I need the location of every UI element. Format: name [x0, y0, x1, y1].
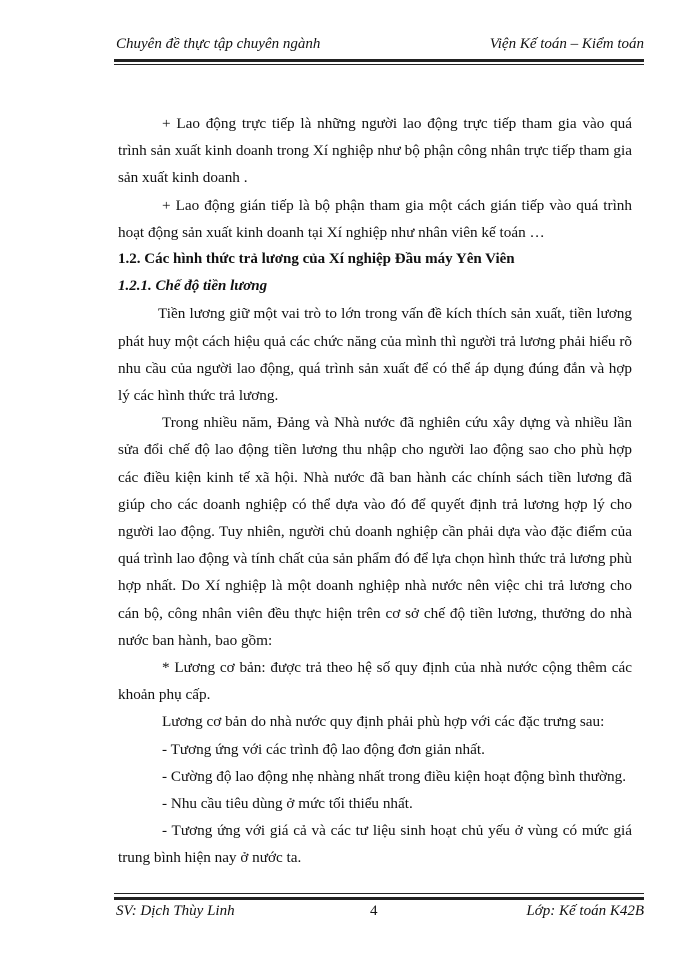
paragraph-basic-wage-features: Lương cơ bản do nhà nước quy định phải phù hợp với các đặc trưng sau:	[162, 713, 605, 731]
page-body	[118, 110, 632, 872]
footer-student-name: SV: Dịch Thùy Linh	[116, 903, 235, 919]
header-rule-thick	[114, 59, 644, 62]
paragraph-direct-labor: + Lao động trực tiếp là những người lao động trực tiếp tham gia vào quá trình sản xuất kinh doanh trong Xí nghiệp như bộ phận công nhân trực tiếp tham gia sản xuất kinh doanh .	[118, 115, 632, 187]
list-item: - Tương ứng với các trình độ lao động đơn giản nhất.	[162, 740, 485, 758]
footer-rule-thick	[114, 897, 644, 900]
paragraph-wage-policy: Trong nhiều năm, Đảng và Nhà nước đã nghiên cứu xây dựng và nhiều lần sửa đổi chế độ lao động tiền lương thu nhập cho người lao động sao cho phù hợp các điều kiện kinh tế xã hội. Nhà nước đã ban hành các chính sách tiền lương đã giúp cho các doanh nghiệp có thể dựa vào đó để quyết định trả lương hợp lý cho người lao động. Tuy nhiên, người chủ doanh nghiệp cần phải dựa vào đặc điểm của quá trình lao động và tính chất của sản phẩm đó để lựa chọn hình thức trả lương phù hợp nhất. Do Xí nghiệp là một doanh nghiệp nhà nước nên việc chi trả lương cho cán bộ, công nhân viên đều thực hiện trên cơ sở chế độ tiền lương, thưởng do nhà nước ban hành, bao gồm:	[118, 414, 632, 649]
page-header	[116, 36, 644, 56]
subsection-heading: 1.2.1. Chế độ tiền lương	[118, 278, 268, 295]
page-footer	[116, 903, 644, 923]
list-item: - Cường độ lao động nhẹ nhàng nhất trong điều kiện hoạt động bình thường.	[162, 767, 627, 785]
footer-class-name: Lớp: Kế toán K42B	[526, 903, 644, 919]
header-right-text: Viện Kế toán – Kiểm toán	[489, 36, 644, 52]
list-item: - Tương ứng với giá cả và các tư liệu sinh hoạt chủ yếu ở vùng có mức giá trung bình hiện nay ở nước ta.	[118, 822, 632, 867]
list-item: - Nhu cầu tiêu dùng ở mức tối thiểu nhất.	[162, 795, 413, 813]
footer-rule-thin	[114, 893, 644, 894]
paragraph-basic-wage: * Lương cơ bản: được trả theo hệ số quy định của nhà nước cộng thêm các khoản phụ cấp.	[118, 659, 632, 704]
paragraph-wage-role: Tiền lương giữ một vai trò to lớn trong vấn đề kích thích sản xuất, tiền lương phát huy một cách hiệu quả các chức năng của mình thì người trả lương phải hiểu rõ nhu cầu của người lao động, quá trình sản xuất để có thể áp dụng đúng đắn và hợp lý các hình thức trả lương.	[118, 305, 632, 405]
page-number: 4	[370, 903, 378, 919]
paragraph-indirect-labor: + Lao động gián tiếp là bộ phận tham gia một cách gián tiếp vào quá trình hoạt động sản xuất kinh doanh tại Xí nghiệp như nhân viên kế toán …	[118, 196, 632, 241]
header-rule-thin	[114, 64, 644, 65]
header-left-text: Chuyên đề thực tập chuyên ngành	[116, 36, 321, 52]
section-heading: 1.2. Các hình thức trả lương của Xí nghiệp Đầu máy Yên Viên	[118, 251, 515, 268]
